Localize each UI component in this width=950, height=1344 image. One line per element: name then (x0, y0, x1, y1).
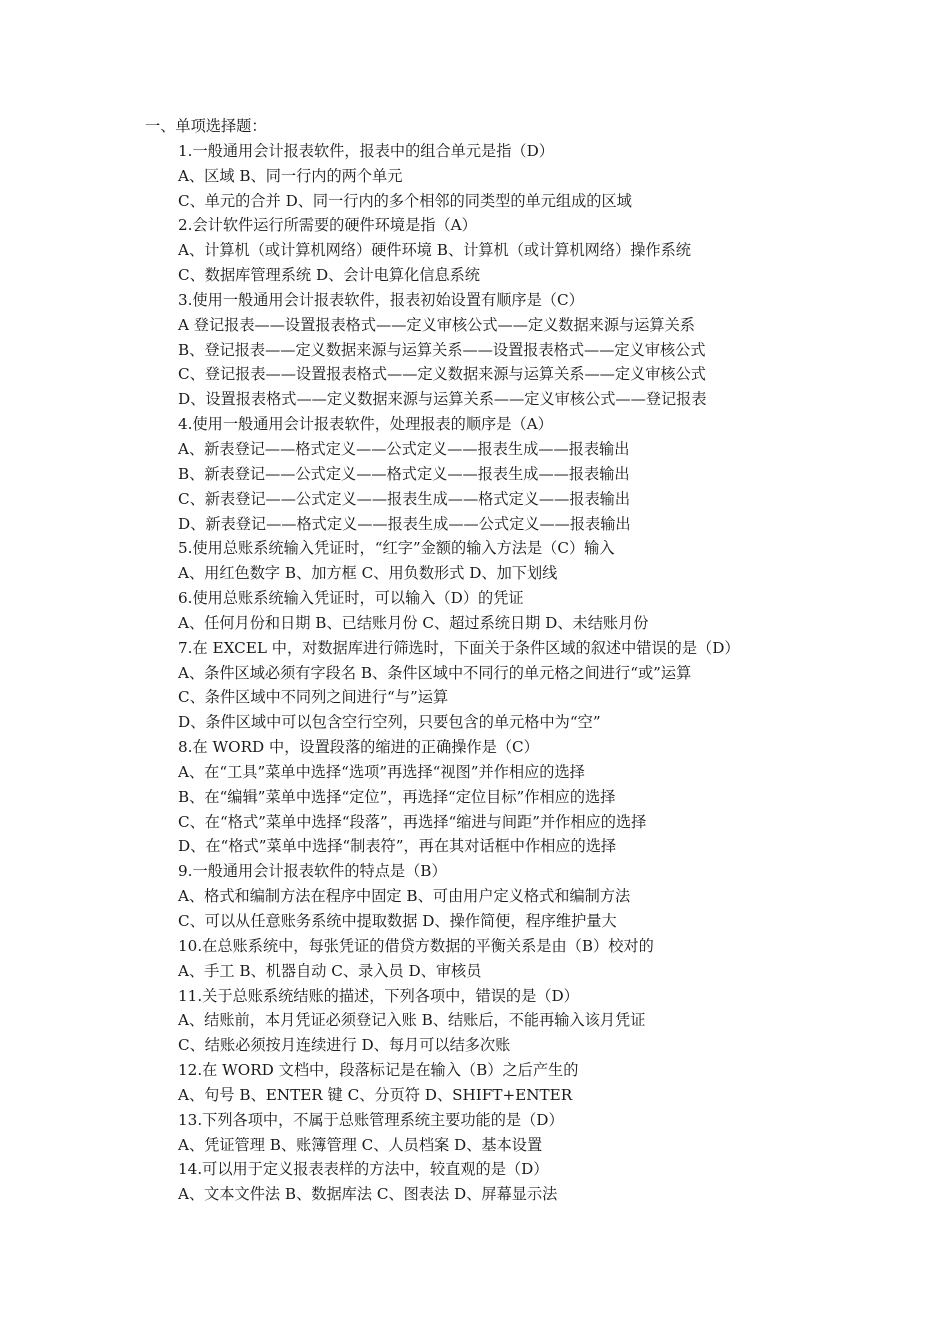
option-4a: A、新表登记——格式定义——公式定义——报表生成——报表输出 (178, 439, 630, 458)
options-9cd: C、可以从任意账务系统中提取数据 D、操作简便，程序维护量大 (178, 912, 617, 930)
question-8: 8.在 WORD 中，设置段落的缩进的正确操作是（C） (178, 738, 539, 757)
option-7c: C、条件区域中不同列之间进行“与”运算 (178, 688, 449, 707)
option-8a: A、在“工具”菜单中选择“选项”再选择“视图”并作相应的选择 (178, 762, 585, 781)
option-3b: B、登记报表——定义数据来源与运算关系——设置报表格式——定义审核公式 (178, 340, 706, 359)
options-10: A、手工 B、机器自动 C、录入员 D、审核员 (178, 961, 482, 980)
question-5: 5.使用总账系统输入凭证时，“红字”金额的输入方法是（C）输入 (178, 539, 615, 558)
option-3d: D、设置报表格式——定义数据来源与运算关系——定义审核公式——登记报表 (178, 390, 707, 409)
question-7: 7.在 EXCEL 中，对数据库进行筛选时，下面关于条件区域的叙述中错误的是（D） (178, 638, 740, 657)
options-13: A、凭证管理 B、账簿管理 C、人员档案 D、基本设置 (178, 1135, 543, 1154)
document-body (145, 114, 925, 1207)
option-3c: C、登记报表——设置报表格式——定义数据来源与运算关系——定义审核公式 (178, 365, 706, 384)
question-11: 11.关于总账系统结账的描述，下列各项中，错误的是（D） (178, 986, 579, 1005)
options-11cd: C、结账必须按月连续进行 D、每月可以结多次账 (178, 1036, 511, 1055)
options-5: A、用红色数字 B、加方框 C、用负数形式 D、加下划线 (178, 564, 558, 583)
section-heading: 一、单项选择题： (145, 117, 267, 135)
question-12: 12.在 WORD 文档中，段落标记是在输入（B）之后产生的 (178, 1061, 579, 1080)
question-6: 6.使用总账系统输入凭证时，可以输入（D）的凭证 (178, 589, 524, 608)
options-7ab: A、条件区域必须有字段名 B、条件区域中不同行的单元格之间进行“或”运算 (178, 663, 692, 682)
options-6: A、任何月份和日期 B、已结账月份 C、超过系统日期 D、未结账月份 (178, 613, 649, 632)
options-14: A、文本文件法 B、数据库法 C、图表法 D、屏幕显示法 (178, 1185, 558, 1204)
question-13: 13.下列各项中，不属于总账管理系统主要功能的是（D） (178, 1110, 564, 1129)
option-8c: C、在“格式”菜单中选择“段落”，再选择“缩进与间距”并作相应的选择 (178, 812, 647, 831)
options-2b: C、数据库管理系统 D、会计电算化信息系统 (178, 266, 480, 285)
option-3a: A 登记报表——设置报表格式——定义审核公式——定义数据来源与运算关系 (178, 315, 695, 334)
question-9: 9.一般通用会计报表软件的特点是（B） (178, 862, 447, 881)
option-8d: D、在“格式”菜单中选择“制表符”，再在其对话框中作相应的选择 (178, 837, 617, 856)
options-1a: A、区域 B、同一行内的两个单元 (178, 166, 403, 185)
option-4d: D、新表登记——格式定义——报表生成——公式定义——报表输出 (178, 514, 631, 533)
question-14: 14.可以用于定义报表表样的方法中，较直观的是（D） (178, 1160, 549, 1179)
question-4: 4.使用一般通用会计报表软件，处理报表的顺序是（A） (178, 415, 553, 434)
options-11ab: A、结账前，本月凭证必须登记入账 B、结账后，不能再输入该月凭证 (178, 1011, 646, 1030)
option-4c: C、新表登记——公式定义——报表生成——格式定义——报表输出 (178, 489, 631, 508)
option-4b: B、新表登记——公式定义——格式定义——报表生成——报表输出 (178, 464, 630, 483)
question-1: 1.一般通用会计报表软件，报表中的组合单元是指（D） (178, 141, 554, 160)
question-10: 10.在总账系统中，每张凭证的借贷方数据的平衡关系是由（B）校对的 (178, 936, 654, 955)
question-2: 2.会计软件运行所需要的硬件环境是指（A） (178, 216, 477, 235)
options-1b: C、单元的合并 D、同一行内的多个相邻的同类型的单元组成的区域 (178, 191, 632, 210)
options-9ab: A、格式和编制方法在程序中固定 B、可由用户定义格式和编制方法 (178, 887, 631, 906)
option-8b: B、在“编辑”菜单中选择“定位”，再选择“定位目标”作相应的选择 (178, 787, 616, 806)
options-12: A、句号 B、ENTER 键 C、分页符 D、SHIFT+ENTER (178, 1085, 573, 1104)
option-7d: D、条件区域中可以包含空行空列，只要包含的单元格中为“空” (178, 713, 601, 732)
options-2a: A、计算机（或计算机网络）硬件环境 B、计算机（或计算机网络）操作系统 (178, 241, 691, 260)
question-3: 3.使用一般通用会计报表软件，报表初始设置有顺序是（C） (178, 290, 584, 309)
